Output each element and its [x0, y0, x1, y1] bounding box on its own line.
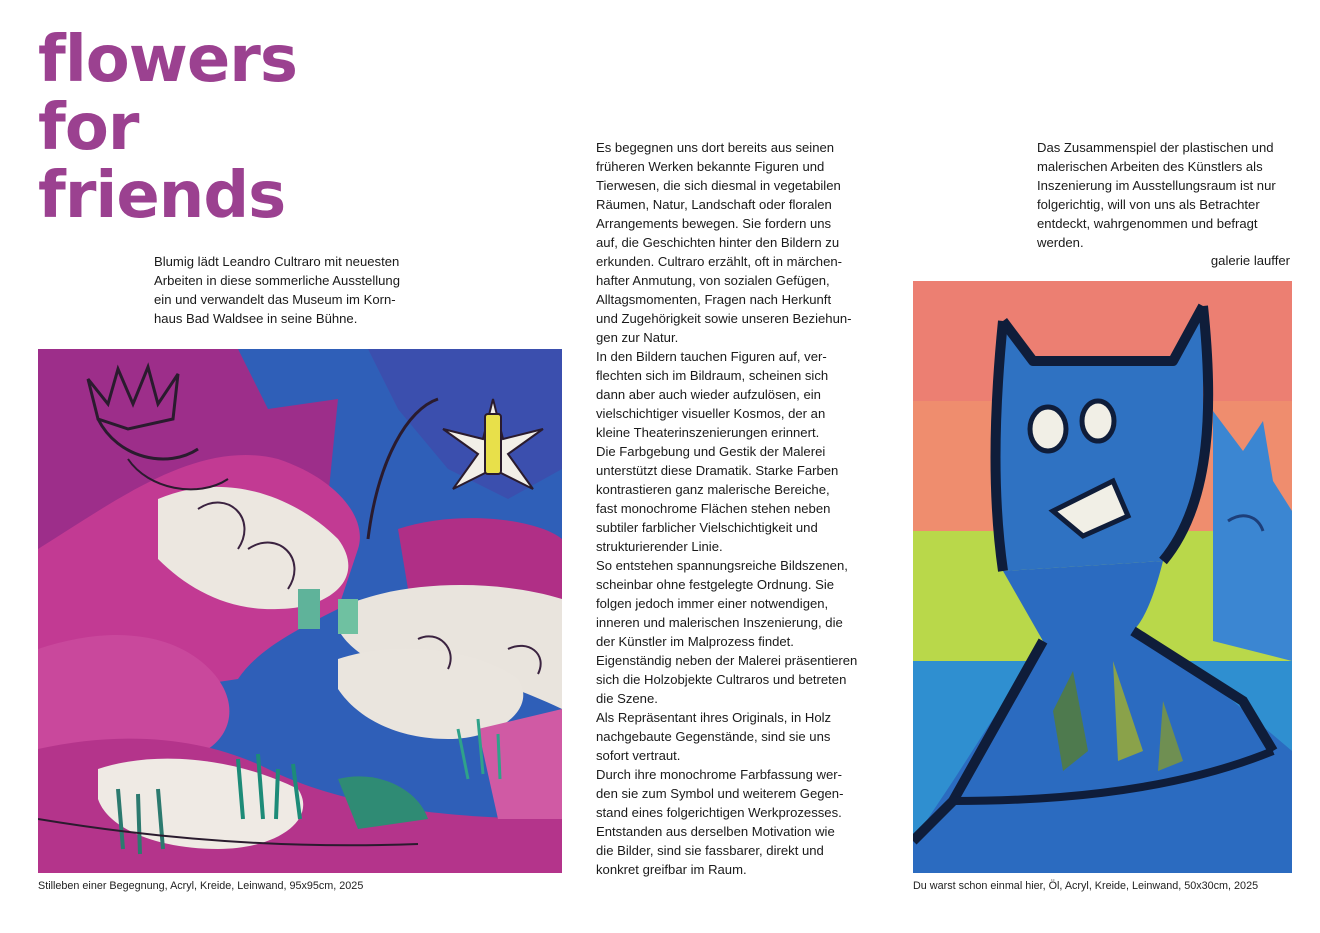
text-line: folgen jedoch immer einer notwendigen, — [596, 596, 829, 611]
text-line: Räumen, Natur, Landschaft oder floralen — [596, 197, 832, 212]
text-line: und Zugehörigkeit sowie unseren Beziehun- — [596, 311, 852, 326]
title-line-1: flowers — [38, 23, 297, 97]
text-line: scheinbar ohne festgelegte Ordnung. Sie — [596, 577, 835, 592]
text-line: die Szene. — [596, 691, 658, 706]
text-line: gen zur Natur. — [596, 330, 679, 345]
page-title — [38, 23, 297, 233]
text-line: Entstanden aus derselben Motivation wie — [596, 824, 835, 839]
intro-paragraph — [154, 252, 414, 328]
text-line: hafter Anmutung, von sozialen Gefügen, — [596, 273, 830, 288]
text-line: werden. — [1037, 235, 1084, 250]
text-line: strukturierender Linie. — [596, 539, 723, 554]
text-line: Als Repräsentant ihres Originals, in Holz — [596, 710, 832, 725]
text-line: früheren Werken bekannte Figuren und — [596, 159, 825, 174]
text-line: So entstehen spannungsreiche Bildszenen, — [596, 558, 848, 573]
text-line: Alltagsmomenten, Fragen nach Herkunft — [596, 292, 832, 307]
title-line-3: friends — [38, 159, 286, 233]
text-line: malerischen Arbeiten des Künstlers als — [1037, 159, 1263, 174]
painting-stilleben — [38, 349, 562, 873]
caption-right-painting: Du warst schon einmal hier, Öl, Acryl, Kreide, Leinwand, 50x30cm, 2025 — [913, 880, 1259, 892]
text-line: die Bilder, sind sie fassbarer, direkt und — [596, 843, 824, 858]
text-line: folgerichtig, will von uns als Betrachter — [1037, 197, 1260, 212]
text-line: ein und verwandelt das Museum im Korn- — [154, 292, 396, 307]
text-line: der Künstler im Malprozess findet. — [596, 634, 794, 649]
text-line: kontrastieren ganz malerische Bereiche, — [596, 482, 830, 497]
text-line: sofort vertraut. — [596, 748, 681, 763]
text-line: Die Farbgebung und Gestik der Malerei — [596, 444, 826, 459]
title-line-2: for — [38, 91, 139, 165]
text-line: auf, die Geschichten hinter den Bildern zu — [596, 235, 840, 250]
text-line: konkret greifbar im Raum. — [596, 862, 747, 877]
text-line: fast monochrome Flächen stehen neben — [596, 501, 831, 516]
text-line: Das Zusammenspiel der plastischen und — [1037, 140, 1274, 155]
text-line: inneren und malerischen Inszenierung, die — [596, 615, 843, 630]
text-line: erkunden. Cultraro erzählt, oft in märchen- — [596, 254, 842, 269]
text-line: Arbeiten in diese sommerliche Ausstellung — [154, 273, 400, 288]
body-column-right — [1037, 138, 1297, 252]
text-line: vielschichtiger visueller Kosmos, der an — [596, 406, 826, 421]
text-line: sich die Holzobjekte Cultraros und betreten — [596, 672, 847, 687]
text-line: dann aber auch wieder aufzulösen, ein — [596, 387, 821, 402]
text-line: Es begegnen uns dort bereits aus seinen — [596, 140, 835, 155]
text-line: Tierwesen, die sich diesmal in vegetabilen — [596, 178, 841, 193]
text-line: haus Bad Waldsee in seine Bühne. — [154, 311, 358, 326]
text-line: subtiler farblicher Vielschichtigkeit und — [596, 520, 818, 535]
text-line: In den Bildern tauchen Figuren auf, ver- — [596, 349, 827, 364]
gallery-signature: galerie lauffer — [1210, 253, 1290, 268]
text-line: flechten sich im Bildraum, scheinen sich — [596, 368, 829, 383]
body-column-middle — [596, 138, 866, 879]
text-line: den sie zum Symbol und weiterem Gegen- — [596, 786, 844, 801]
text-line: kleine Theaterinszenierungen erinnert. — [596, 425, 820, 440]
text-line: stand eines folgerichtigen Werkprozesses. — [596, 805, 842, 820]
text-line: unterstützt diese Dramatik. Starke Farben — [596, 463, 839, 478]
text-line: Inszenierung im Ausstellungsraum ist nur — [1037, 178, 1276, 193]
text-line: nachgebaute Gegenstände, sind sie uns — [596, 729, 831, 744]
painting-du-warst-schon-einmal-hier — [913, 281, 1292, 873]
text-line: Durch ihre monochrome Farbfassung wer- — [596, 767, 842, 782]
text-line: Eigenständig neben der Malerei präsentieren — [596, 653, 858, 668]
caption-left-painting: Stilleben einer Begegnung, Acryl, Kreide, Leinwand, 95x95cm, 2025 — [38, 880, 364, 892]
text-line: entdeckt, wahrgenommen und befragt — [1037, 216, 1258, 231]
text-line: Blumig lädt Leandro Cultraro mit neuesten — [154, 254, 400, 269]
text-line: Arrangements bewegen. Sie fordern uns — [596, 216, 832, 231]
